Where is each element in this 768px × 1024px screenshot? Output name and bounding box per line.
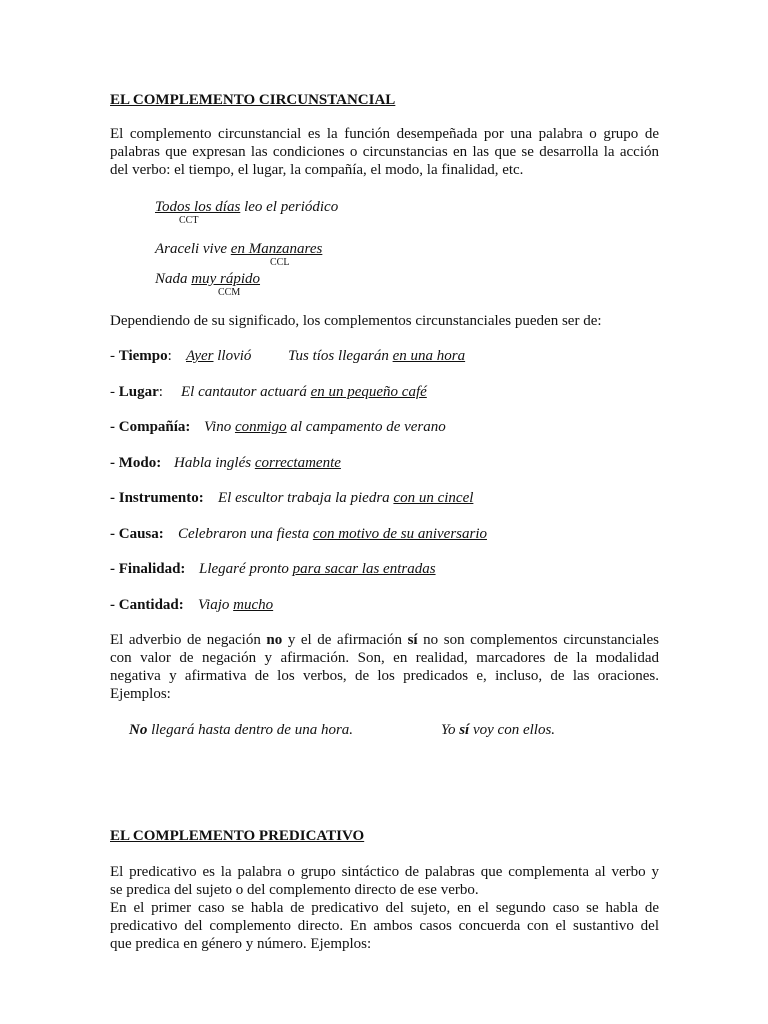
modo-example	[174, 454, 341, 472]
example-text: El cantautor actuará	[181, 384, 311, 400]
predicativo-line: En el primer caso se habla de predicativo del sujeto, en el segundo caso se habla de	[110, 900, 659, 916]
example-text: Tus tíos llegarán	[288, 348, 393, 364]
example-text: llegará hasta dentro de una hora.	[147, 722, 354, 738]
example-underlined: correctamente	[254, 455, 341, 471]
section-heading-predicativo: EL COMPLEMENTO PREDICATIVO	[110, 828, 365, 844]
example-text: Viajo	[198, 597, 234, 613]
example-underlined: con un cincel	[393, 490, 474, 506]
example-text: Yo	[441, 722, 460, 738]
predicativo-line: que predica en género y número. Ejemplos:	[110, 936, 372, 952]
example-underlined: para sacar las entradas	[292, 561, 436, 577]
tiempo-example-2	[288, 347, 465, 365]
type-label: Tiempo	[118, 348, 168, 364]
type-cantidad-label: - Cantidad:	[110, 597, 184, 613]
example-text: Nada	[155, 271, 192, 287]
adverbio-text: El adverbio de negación	[110, 632, 267, 648]
type-causa-label: - Causa:	[110, 526, 164, 542]
example-text: voy con ellos.	[469, 722, 556, 738]
example-underlined: mucho	[233, 597, 274, 613]
intro-line: El complemento circunstancial es la función desempeñada por una palabra o grupo de	[110, 126, 659, 142]
intro-paragraph	[110, 125, 659, 179]
type-label: Lugar	[118, 384, 159, 400]
adverbio-bold-si: sí	[407, 632, 418, 648]
example-text: Llegaré pronto	[199, 561, 293, 577]
adverbio-line: con valor de negación y afirmación. Son, en realidad, marcadores de la modalidad	[110, 650, 659, 666]
cantidad-example	[198, 596, 273, 614]
adverbio-text: y el de afirmación	[282, 632, 408, 648]
intro-line: palabras que expresan las condiciones o circunstancias en las que se desarrolla la acción	[110, 144, 659, 160]
type-finalidad-label: - Finalidad:	[110, 561, 186, 577]
example-no	[129, 721, 353, 739]
type-compania-label: - Compañía:	[110, 419, 191, 435]
intro-line: del verbo: el tiempo, el lugar, la compañía, el modo, la finalidad, etc.	[110, 162, 524, 178]
adverbio-line: negativa y afirmativa de los verbos, de los predicados e, incluso, de las oraciones.	[110, 668, 659, 684]
predicativo-paragraph	[110, 863, 659, 953]
predicativo-line: se predica del sujeto o del complemento directo de ese verbo.	[110, 882, 479, 898]
predicativo-line: El predicativo es la palabra o grupo sintáctico de palabras que complementa al verbo y	[110, 864, 659, 880]
predicativo-line: predicativo del complemento directo. En ambos casos concuerda con el sustantivo del	[110, 918, 659, 934]
example-text: llovió	[213, 348, 252, 364]
example-text: Vino	[204, 419, 235, 435]
example-underlined: en una hora	[392, 348, 466, 364]
example-ccm	[155, 270, 260, 288]
example-text: Habla inglés	[174, 455, 255, 471]
example-underlined: en Manzanares	[230, 241, 323, 257]
instrumento-example	[218, 489, 473, 507]
example-ccl	[155, 240, 322, 258]
example-underlined: con motivo de su aniversario	[312, 526, 487, 542]
example-bold: No	[129, 722, 148, 738]
type-dash: -	[110, 384, 119, 400]
type-instrumento-label: - Instrumento:	[110, 490, 204, 506]
example-text: Celebraron una fiesta	[178, 526, 313, 542]
example-text: leo el periódico	[240, 199, 339, 215]
example-si	[441, 721, 555, 739]
example-underlined: Ayer	[186, 348, 214, 364]
type-colon: :	[167, 348, 172, 364]
example-text: al campamento de verano	[286, 419, 446, 435]
example-bold: sí	[459, 722, 470, 738]
example-underlined: conmigo	[234, 419, 287, 435]
lugar-example	[181, 383, 427, 401]
example-text: Araceli vive	[155, 241, 231, 257]
tag-ccm: CCM	[218, 287, 241, 298]
example-cct	[155, 198, 338, 216]
example-underlined: muy rápido	[191, 271, 261, 287]
type-tiempo	[110, 347, 172, 365]
section-heading-circunstancial: EL COMPLEMENTO CIRCUNSTANCIAL	[110, 92, 396, 108]
causa-example	[178, 525, 487, 543]
finalidad-example	[199, 560, 436, 578]
type-modo-label: - Modo:	[110, 455, 162, 471]
example-text: El escultor trabaja la piedra	[218, 490, 394, 506]
tiempo-example-1	[186, 347, 251, 365]
adverbio-bold-no: no	[266, 632, 283, 648]
adverbio-line	[110, 631, 659, 649]
tag-cct: CCT	[179, 215, 199, 226]
type-colon: :	[158, 384, 163, 400]
example-underlined: en un pequeño café	[310, 384, 427, 400]
compania-example	[204, 418, 446, 436]
adverbio-text: no son complementos circunstanciales	[417, 632, 659, 648]
adverbio-paragraph	[110, 631, 659, 703]
adverbio-line: Ejemplos:	[110, 686, 171, 702]
type-dash: -	[110, 348, 119, 364]
type-lugar	[110, 383, 163, 401]
types-intro: Dependiendo de su significado, los complementos circunstanciales pueden ser de:	[110, 313, 602, 329]
example-underlined: Todos los días	[155, 199, 241, 215]
tag-ccl: CCL	[270, 257, 290, 268]
